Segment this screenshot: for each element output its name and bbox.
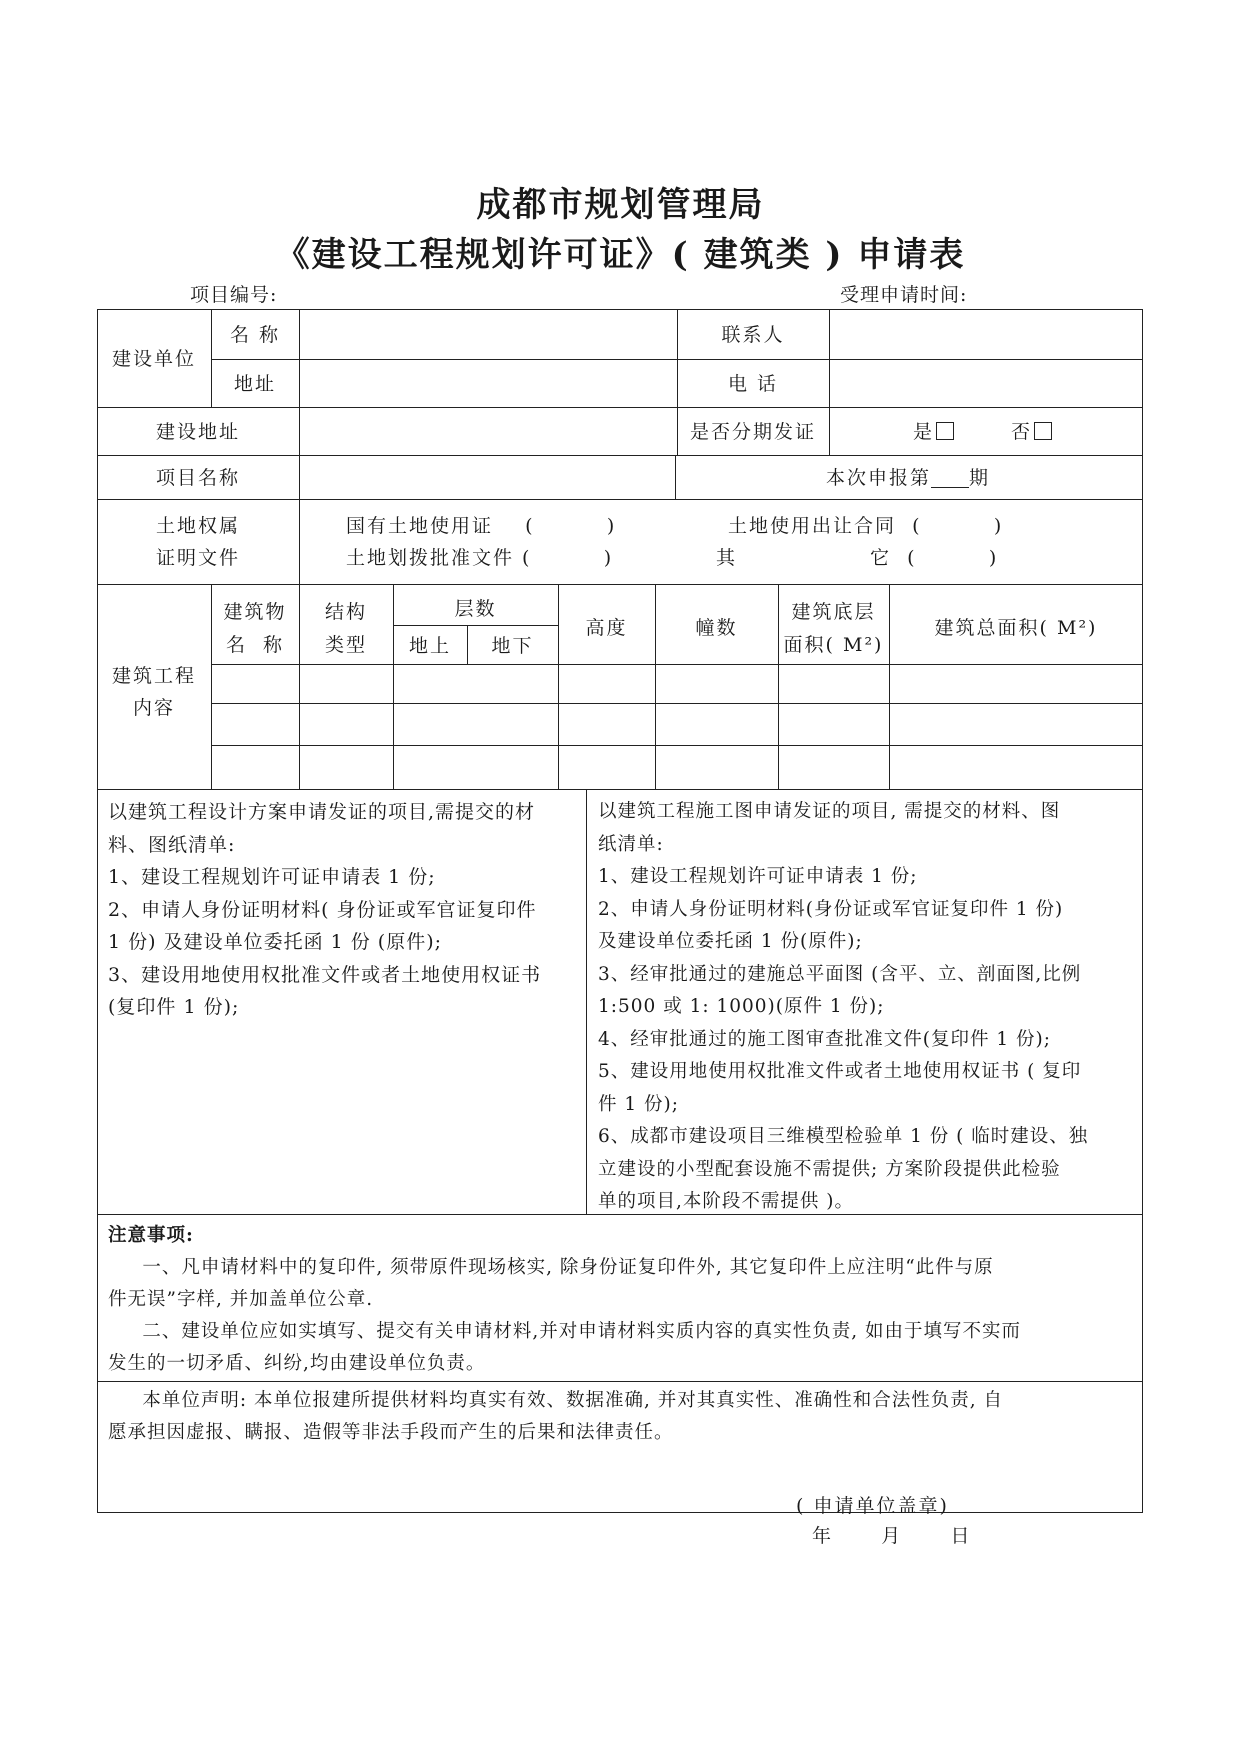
checklist-left-line: 以建筑工程设计方案申请发证的项目,需提交的材 [108,801,536,823]
staged-issue-label: 是否分期发证 [689,421,816,443]
phone-field[interactable] [831,361,1141,405]
project-name-label: 项目名称 [155,467,240,489]
declaration-section [108,1385,1132,1449]
checklist-left-line: 3、建设用地使用权批准文件或者土地使用权证书 [108,963,542,986]
land-label-line2: 证明文件 [155,547,240,569]
phase-suffix: 期 [969,467,991,489]
accept-time-label: 受理申请时间: [840,284,968,306]
checklist-right-line: 4、经审批通过的施工图审查批准文件(复印件 1 份); [598,1028,1051,1050]
col-structure-2: 类型 [324,634,367,656]
land-option-state-certificate[interactable]: 国有土地使用证 ( ) [346,515,617,537]
signature-date[interactable]: 年 月 日 [812,1525,972,1547]
applicant-address-field[interactable] [301,361,675,405]
checklist-right-line: 1:500 或 1: 1000)(原件 1 份); [598,996,885,1017]
checklist-right-line: 6、成都市建设项目三维模型检验单 1 份 ( 临时建设、独 [598,1126,1089,1147]
phase-text [826,466,990,490]
applicant-address-label: 地址 [233,373,276,395]
col-floors: 层数 [454,598,497,620]
checklist-right-line: 及建设单位委托函 1 份(原件); [598,931,863,952]
note-line: 二、建设单位应如实填写、提交有关申请材料,并对申请材料实质内容的真实性负责, 如由于填写不实而 [108,1321,1022,1342]
building-row-1[interactable] [213,666,1141,702]
checklist-right-line: 2、申请人身份证明材料(身份证或军官证复印件 1 份) [598,898,1064,920]
notes-section [108,1220,1132,1380]
note-line: 发生的一切矛盾、纠纷,均由建设单位负责。 [108,1353,486,1374]
checklist-right-line: 以建筑工程施工图申请发证的项目, 需提交的材料、图 [598,801,1061,822]
col-structure-1: 结构 [324,601,367,623]
no-checkbox[interactable] [1034,422,1052,440]
yes-checkbox[interactable] [936,422,954,440]
col-building-name-1: 建筑物 [223,601,287,623]
checklist-right-line: 纸清单: [598,833,664,855]
form-subtitle: 《建设工程规划许可证》( 建筑类 ) 申请表 [275,235,966,275]
checklist-right-line: 3、经审批通过的建施总平面图 (含平、立、剖面图,比例 [598,963,1082,985]
declaration-line: 本单位声明: 本单位报建所提供材料均真实有效、数据准确, 并对其真实性、准确性和合法性负责, 自 [108,1390,1004,1411]
yes-label: 是 [913,421,935,443]
checklist-right-line: 立建设的小型配套设施不需提供; 方案阶段提供此检验 [598,1158,1061,1180]
col-below-ground: 地下 [491,635,534,657]
applicant-section-label: 建设单位 [111,348,196,370]
no-label: 否 [1011,421,1033,443]
staged-no-option[interactable] [1011,420,1052,444]
col-building-name-2: 名 称 [225,634,285,656]
declaration-line: 愿承担因虚报、瞒报、造假等非法手段而产生的后果和法律责任。 [108,1422,674,1443]
phase-blank[interactable] [931,469,969,488]
site-address-label: 建设地址 [155,421,240,443]
building-section-line1: 建筑工程 [111,665,196,687]
checklist-right-line: 1、建设工程规划许可证申请表 1 份; [598,866,918,887]
note-line: 件无误”字样, 并加盖单位公章. [108,1289,374,1310]
col-above-ground: 地上 [408,635,451,657]
checklist-left-line: 料、图纸清单: [108,833,236,856]
col-height: 高度 [585,617,628,639]
site-address-field[interactable] [301,409,675,453]
form-title: 成都市规划管理局 [476,185,765,225]
applicant-stamp-label: ( 申请单位盖章) [796,1495,949,1517]
contact-field[interactable] [831,311,1141,357]
phase-prefix: 本次申报第 [826,467,932,489]
land-label-line1: 土地权属 [155,515,240,537]
land-option-other-a: 其 [716,547,738,569]
phone-label: 电 话 [727,373,779,395]
checklist-right-line: 件 1 份); [598,1093,679,1115]
checklist-right-line: 5、建设用地使用权批准文件或者土地使用权证书 ( 复印 [598,1061,1082,1082]
building-row-3[interactable] [213,747,1141,788]
col-building-count: 幢数 [695,617,738,639]
applicant-name-label: 名 称 [229,324,281,346]
notes-heading: 注意事项: [108,1225,194,1246]
col-base-area-2: 面积( M²) [783,634,884,656]
checklist-left-line: (复印件 1 份); [108,996,240,1018]
building-row-2[interactable] [213,705,1141,744]
contact-label: 联系人 [721,324,785,346]
staged-yes-option[interactable] [913,420,954,444]
land-option-other[interactable]: 它 ( ) [870,547,999,569]
land-option-allocation-approval[interactable]: 土地划拨批准文件 ( ) [346,547,614,569]
building-section-line2: 内容 [132,697,175,719]
note-line: 一、凡申请材料中的复印件, 须带原件现场核实, 除身份证复印件外, 其它复印件上应注明“此件与原 [108,1257,994,1278]
project-number-label: 项目编号: [190,284,278,306]
applicant-name-field[interactable] [301,311,675,357]
land-option-transfer-contract[interactable]: 土地使用出让合同 ( ) [728,515,1004,537]
checklist-left-line: 1、建设工程规划许可证申请表 1 份; [108,866,436,888]
checklist-left-line: 2、申请人身份证明材料( 身份证或军官证复印件 [108,898,537,921]
col-total-area: 建筑总面积( M²) [934,617,1098,639]
project-name-field[interactable] [301,457,673,497]
checklist-construction-drawing [598,796,1088,1219]
checklist-right-line: 单的项目,本阶段不需提供 )。 [598,1191,854,1212]
col-base-area-1: 建筑底层 [791,601,876,623]
checklist-design-scheme [108,796,541,1024]
checklist-left-line: 1 份) 及建设单位委托函 1 份 (原件); [108,931,443,953]
